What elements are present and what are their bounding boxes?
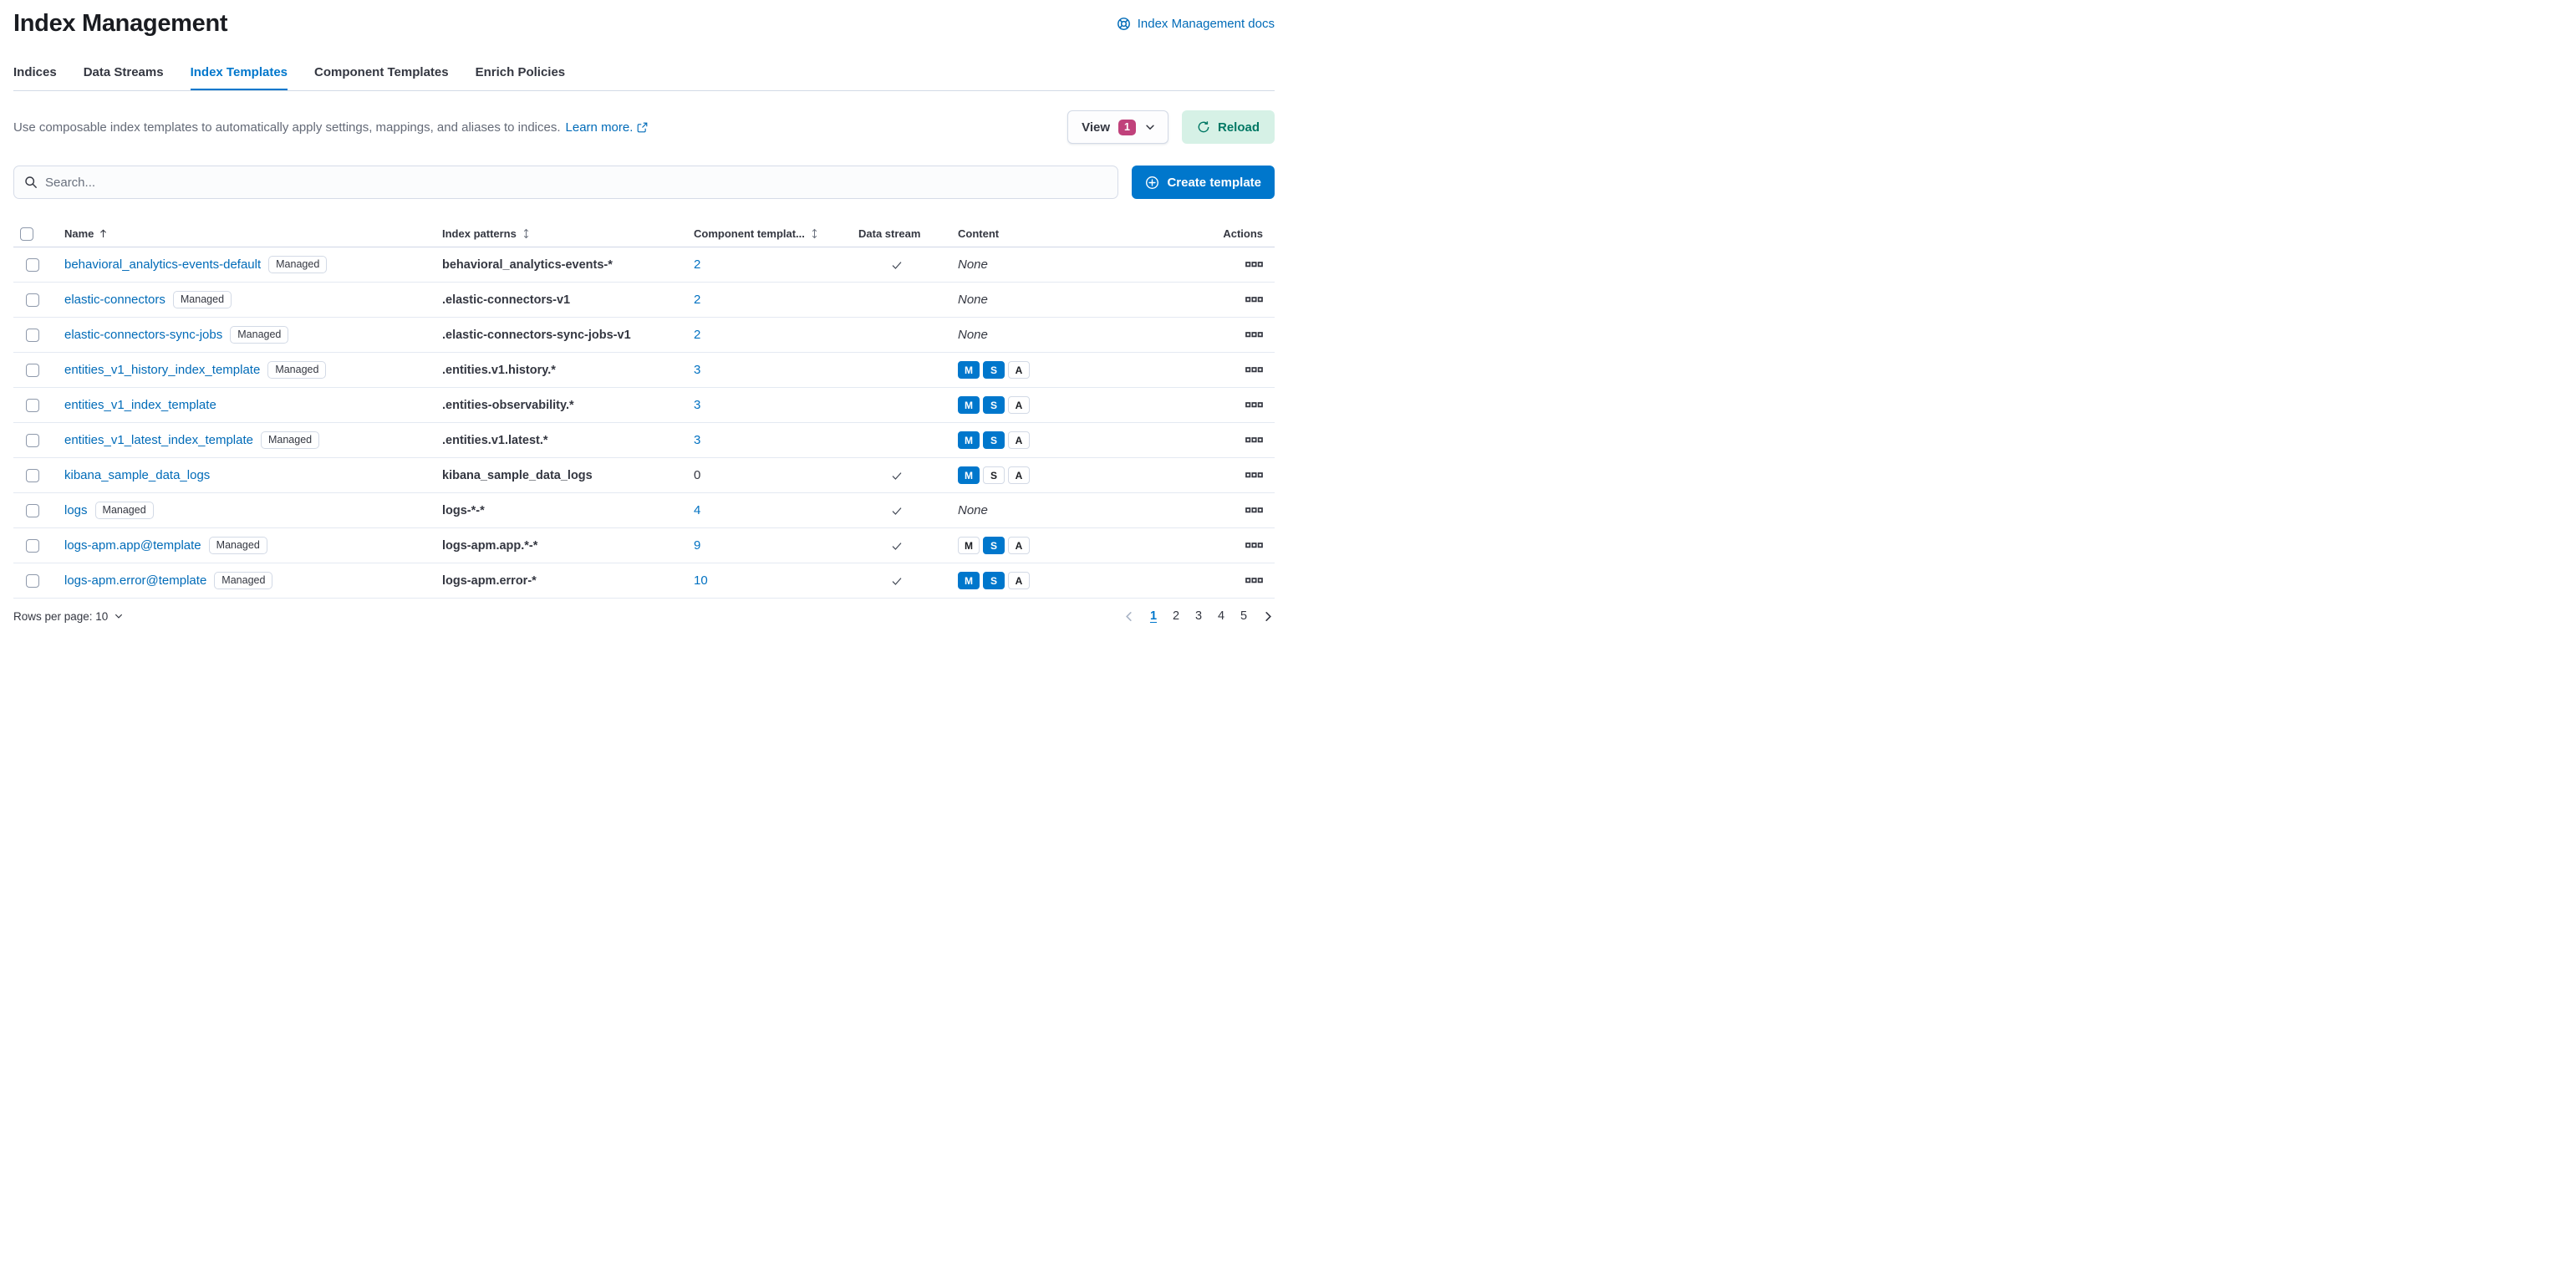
table-row bbox=[13, 563, 1275, 599]
page-number-3[interactable]: 3 bbox=[1194, 609, 1203, 623]
reload-button[interactable] bbox=[1182, 110, 1275, 144]
row-checkbox[interactable] bbox=[26, 329, 39, 342]
index-pattern-value: .entities.v1.latest.* bbox=[442, 433, 548, 447]
table-row bbox=[13, 353, 1275, 388]
column-label: Actions bbox=[1223, 227, 1263, 240]
page-number-1[interactable]: 1 bbox=[1149, 609, 1158, 623]
content-cell bbox=[945, 361, 1198, 379]
managed-badge: Managed bbox=[214, 572, 272, 589]
index-pattern-value: .elastic-connectors-sync-jobs-v1 bbox=[442, 328, 631, 342]
learn-more-link[interactable] bbox=[566, 120, 649, 135]
view-button-label: View bbox=[1082, 120, 1111, 135]
refresh-icon bbox=[1197, 120, 1210, 134]
external-link-icon bbox=[637, 122, 648, 133]
managed-badge: Managed bbox=[267, 361, 326, 379]
row-checkbox[interactable] bbox=[26, 399, 39, 412]
page-numbers bbox=[1149, 609, 1248, 623]
template-name-link[interactable]: elastic-connectors-sync-jobs bbox=[64, 328, 223, 342]
column-header-name[interactable] bbox=[52, 227, 430, 240]
row-checkbox[interactable] bbox=[26, 258, 39, 272]
content-none: None bbox=[958, 257, 988, 272]
index-pattern-value: behavioral_analytics-events-* bbox=[442, 257, 613, 272]
template-name-link[interactable]: logs bbox=[64, 503, 88, 517]
column-header-data-stream bbox=[846, 227, 945, 240]
table-row bbox=[13, 388, 1275, 423]
template-name-link[interactable]: entities_v1_index_template bbox=[64, 398, 216, 412]
create-template-button[interactable] bbox=[1132, 166, 1275, 199]
actions-menu-button[interactable] bbox=[1245, 297, 1263, 303]
managed-badge: Managed bbox=[95, 502, 154, 519]
component-templates-count: 0 bbox=[694, 468, 701, 482]
actions-menu-button[interactable] bbox=[1245, 507, 1263, 513]
docs-link-label: Index Management docs bbox=[1137, 17, 1275, 31]
content-badge-a: A bbox=[1008, 537, 1030, 554]
docs-link[interactable] bbox=[1117, 17, 1275, 31]
index-pattern-value: logs-apm.app.*-* bbox=[442, 538, 538, 553]
chevron-down-icon bbox=[1144, 121, 1156, 133]
template-name-link[interactable]: entities_v1_latest_index_template bbox=[64, 433, 253, 447]
content-badge-a: A bbox=[1008, 396, 1030, 414]
component-templates-count[interactable]: 4 bbox=[694, 503, 701, 517]
column-header-content bbox=[945, 227, 1198, 240]
actions-menu-button[interactable] bbox=[1245, 578, 1263, 583]
chevron-down-icon bbox=[114, 611, 124, 621]
column-header-component-templates[interactable] bbox=[681, 227, 846, 240]
managed-badge: Managed bbox=[230, 326, 288, 344]
search-box bbox=[13, 166, 1118, 199]
column-label: Index patterns bbox=[442, 227, 517, 240]
content-badge-m: M bbox=[958, 431, 980, 449]
content-cell bbox=[945, 257, 1198, 272]
rows-per-page-select[interactable] bbox=[13, 610, 124, 623]
row-checkbox[interactable] bbox=[26, 574, 39, 588]
plus-circle-icon bbox=[1145, 176, 1159, 190]
index-pattern-value: logs-*-* bbox=[442, 503, 485, 517]
row-checkbox[interactable] bbox=[26, 469, 39, 482]
actions-menu-button[interactable] bbox=[1245, 402, 1263, 408]
boxes-horizontal-icon bbox=[1245, 543, 1263, 548]
component-templates-count[interactable]: 2 bbox=[694, 328, 701, 342]
column-header-index-patterns[interactable] bbox=[430, 227, 681, 240]
template-name-link[interactable]: entities_v1_history_index_template bbox=[64, 363, 261, 377]
managed-badge: Managed bbox=[209, 537, 267, 554]
tab-indices[interactable]: Indices bbox=[13, 65, 57, 79]
table-row bbox=[13, 283, 1275, 318]
page-number-2[interactable]: 2 bbox=[1172, 609, 1180, 623]
help-icon bbox=[1117, 17, 1131, 31]
template-name-link[interactable]: kibana_sample_data_logs bbox=[64, 468, 211, 482]
table-row bbox=[13, 528, 1275, 563]
content-cell bbox=[945, 572, 1198, 589]
component-templates-count[interactable]: 9 bbox=[694, 538, 701, 553]
index-pattern-value: .elastic-connectors-v1 bbox=[442, 293, 571, 307]
row-checkbox[interactable] bbox=[26, 364, 39, 377]
index-pattern-value: logs-apm.error-* bbox=[442, 573, 537, 588]
check-icon bbox=[890, 574, 904, 588]
chevron-left-icon bbox=[1123, 610, 1135, 623]
managed-badge: Managed bbox=[261, 431, 319, 449]
boxes-horizontal-icon bbox=[1245, 332, 1263, 338]
rows-per-page-label: Rows per page: 10 bbox=[13, 609, 109, 623]
content-cell bbox=[945, 293, 1198, 307]
boxes-horizontal-icon bbox=[1245, 367, 1263, 373]
page-description bbox=[13, 120, 648, 135]
learn-more-label: Learn more. bbox=[565, 120, 634, 135]
template-name-link[interactable]: logs-apm.app@template bbox=[64, 538, 201, 553]
content-none: None bbox=[958, 328, 988, 342]
page-title: Index Management bbox=[13, 10, 228, 37]
row-checkbox[interactable] bbox=[26, 434, 39, 447]
boxes-horizontal-icon bbox=[1245, 472, 1263, 478]
tab-component-templates[interactable]: Component Templates bbox=[314, 65, 449, 79]
actions-menu-button[interactable] bbox=[1245, 367, 1263, 373]
content-cell bbox=[945, 503, 1198, 517]
view-count-badge: 1 bbox=[1118, 120, 1136, 135]
row-checkbox[interactable] bbox=[26, 293, 39, 307]
actions-menu-button[interactable] bbox=[1245, 437, 1263, 443]
managed-badge: Managed bbox=[173, 291, 232, 308]
content-badge-m: M bbox=[958, 572, 980, 589]
actions-menu-button[interactable] bbox=[1245, 262, 1263, 268]
tab-data-streams[interactable]: Data Streams bbox=[83, 65, 164, 79]
boxes-horizontal-icon bbox=[1245, 262, 1263, 268]
index-templates-table bbox=[13, 221, 1275, 599]
content-cell bbox=[945, 328, 1198, 342]
row-checkbox[interactable] bbox=[26, 504, 39, 517]
tab-index-templates[interactable]: Index Templates bbox=[191, 65, 288, 90]
chevron-right-icon bbox=[1262, 610, 1275, 623]
description-text: Use composable index templates to automatically apply settings, mappings, and aliases to indices. bbox=[13, 120, 561, 135]
column-label: Data stream bbox=[858, 227, 921, 240]
select-all-checkbox[interactable] bbox=[20, 227, 33, 241]
table-row bbox=[13, 318, 1275, 353]
boxes-horizontal-icon bbox=[1245, 437, 1263, 443]
table-row bbox=[13, 458, 1275, 493]
content-badge-m: M bbox=[958, 396, 980, 414]
component-templates-count[interactable]: 2 bbox=[694, 257, 701, 272]
sortable-icon bbox=[521, 228, 532, 239]
page-number-5[interactable]: 5 bbox=[1240, 609, 1248, 623]
table-header-row bbox=[13, 221, 1275, 247]
boxes-horizontal-icon bbox=[1245, 507, 1263, 513]
component-templates-count[interactable]: 3 bbox=[694, 398, 701, 412]
view-filter-button[interactable] bbox=[1067, 110, 1168, 144]
template-name-link[interactable]: elastic-connectors bbox=[64, 293, 165, 307]
content-badge-s: S bbox=[983, 572, 1005, 589]
table-pagination bbox=[13, 609, 1275, 623]
content-badge-a: A bbox=[1008, 431, 1030, 449]
template-name-link[interactable]: logs-apm.error@template bbox=[64, 573, 207, 588]
content-badge-s: S bbox=[983, 431, 1005, 449]
actions-menu-button[interactable] bbox=[1245, 472, 1263, 478]
content-badge-s: S bbox=[983, 466, 1005, 484]
index-management-page bbox=[0, 0, 1288, 623]
next-page-button[interactable] bbox=[1262, 610, 1275, 623]
content-badge-s: S bbox=[983, 396, 1005, 414]
tab-bar bbox=[13, 65, 1275, 91]
content-badge-m: M bbox=[958, 466, 980, 484]
column-label: Name bbox=[64, 227, 94, 240]
boxes-horizontal-icon bbox=[1245, 578, 1263, 583]
component-templates-count[interactable]: 10 bbox=[694, 573, 708, 588]
column-label: Content bbox=[958, 227, 1000, 240]
content-badge-a: A bbox=[1008, 466, 1030, 484]
index-pattern-value: .entities-observability.* bbox=[442, 398, 574, 412]
create-template-label: Create template bbox=[1167, 175, 1261, 190]
check-icon bbox=[890, 469, 904, 482]
reload-button-label: Reload bbox=[1217, 120, 1260, 135]
managed-badge: Managed bbox=[268, 256, 327, 273]
page-number-list bbox=[1123, 609, 1275, 623]
content-cell bbox=[945, 396, 1198, 414]
search-input[interactable] bbox=[45, 176, 1107, 190]
content-badge-s: S bbox=[983, 537, 1005, 554]
sortable-icon bbox=[809, 228, 820, 239]
page-number-4[interactable]: 4 bbox=[1217, 609, 1225, 623]
component-templates-count[interactable]: 3 bbox=[694, 363, 701, 377]
content-cell bbox=[945, 466, 1198, 484]
column-header-actions bbox=[1198, 227, 1275, 240]
content-badge-s: S bbox=[983, 361, 1005, 379]
boxes-horizontal-icon bbox=[1245, 402, 1263, 408]
table-row bbox=[13, 423, 1275, 458]
previous-page-button[interactable] bbox=[1123, 610, 1135, 623]
table-row bbox=[13, 493, 1275, 528]
actions-menu-button[interactable] bbox=[1245, 332, 1263, 338]
index-pattern-value: .entities.v1.history.* bbox=[442, 363, 556, 377]
check-icon bbox=[890, 504, 904, 517]
search-icon bbox=[24, 176, 38, 189]
component-templates-count[interactable]: 2 bbox=[694, 293, 701, 307]
content-badge-m: M bbox=[958, 361, 980, 379]
content-badge-a: A bbox=[1008, 572, 1030, 589]
check-icon bbox=[890, 258, 904, 272]
table-row bbox=[13, 247, 1275, 283]
content-none: None bbox=[958, 293, 988, 307]
content-cell bbox=[945, 537, 1198, 554]
index-pattern-value: kibana_sample_data_logs bbox=[442, 468, 593, 482]
table-body bbox=[13, 247, 1275, 599]
template-name-link[interactable]: behavioral_analytics-events-default bbox=[64, 257, 262, 272]
sort-ascending-icon bbox=[98, 228, 109, 239]
row-checkbox[interactable] bbox=[26, 539, 39, 553]
check-icon bbox=[890, 539, 904, 553]
column-label: Component templat... bbox=[694, 227, 805, 240]
boxes-horizontal-icon bbox=[1245, 297, 1263, 303]
content-badge-a: A bbox=[1008, 361, 1030, 379]
tab-enrich-policies[interactable]: Enrich Policies bbox=[475, 65, 566, 79]
content-badge-m: M bbox=[958, 537, 980, 554]
component-templates-count[interactable]: 3 bbox=[694, 433, 701, 447]
content-none: None bbox=[958, 503, 988, 517]
actions-menu-button[interactable] bbox=[1245, 543, 1263, 548]
content-cell bbox=[945, 431, 1198, 449]
